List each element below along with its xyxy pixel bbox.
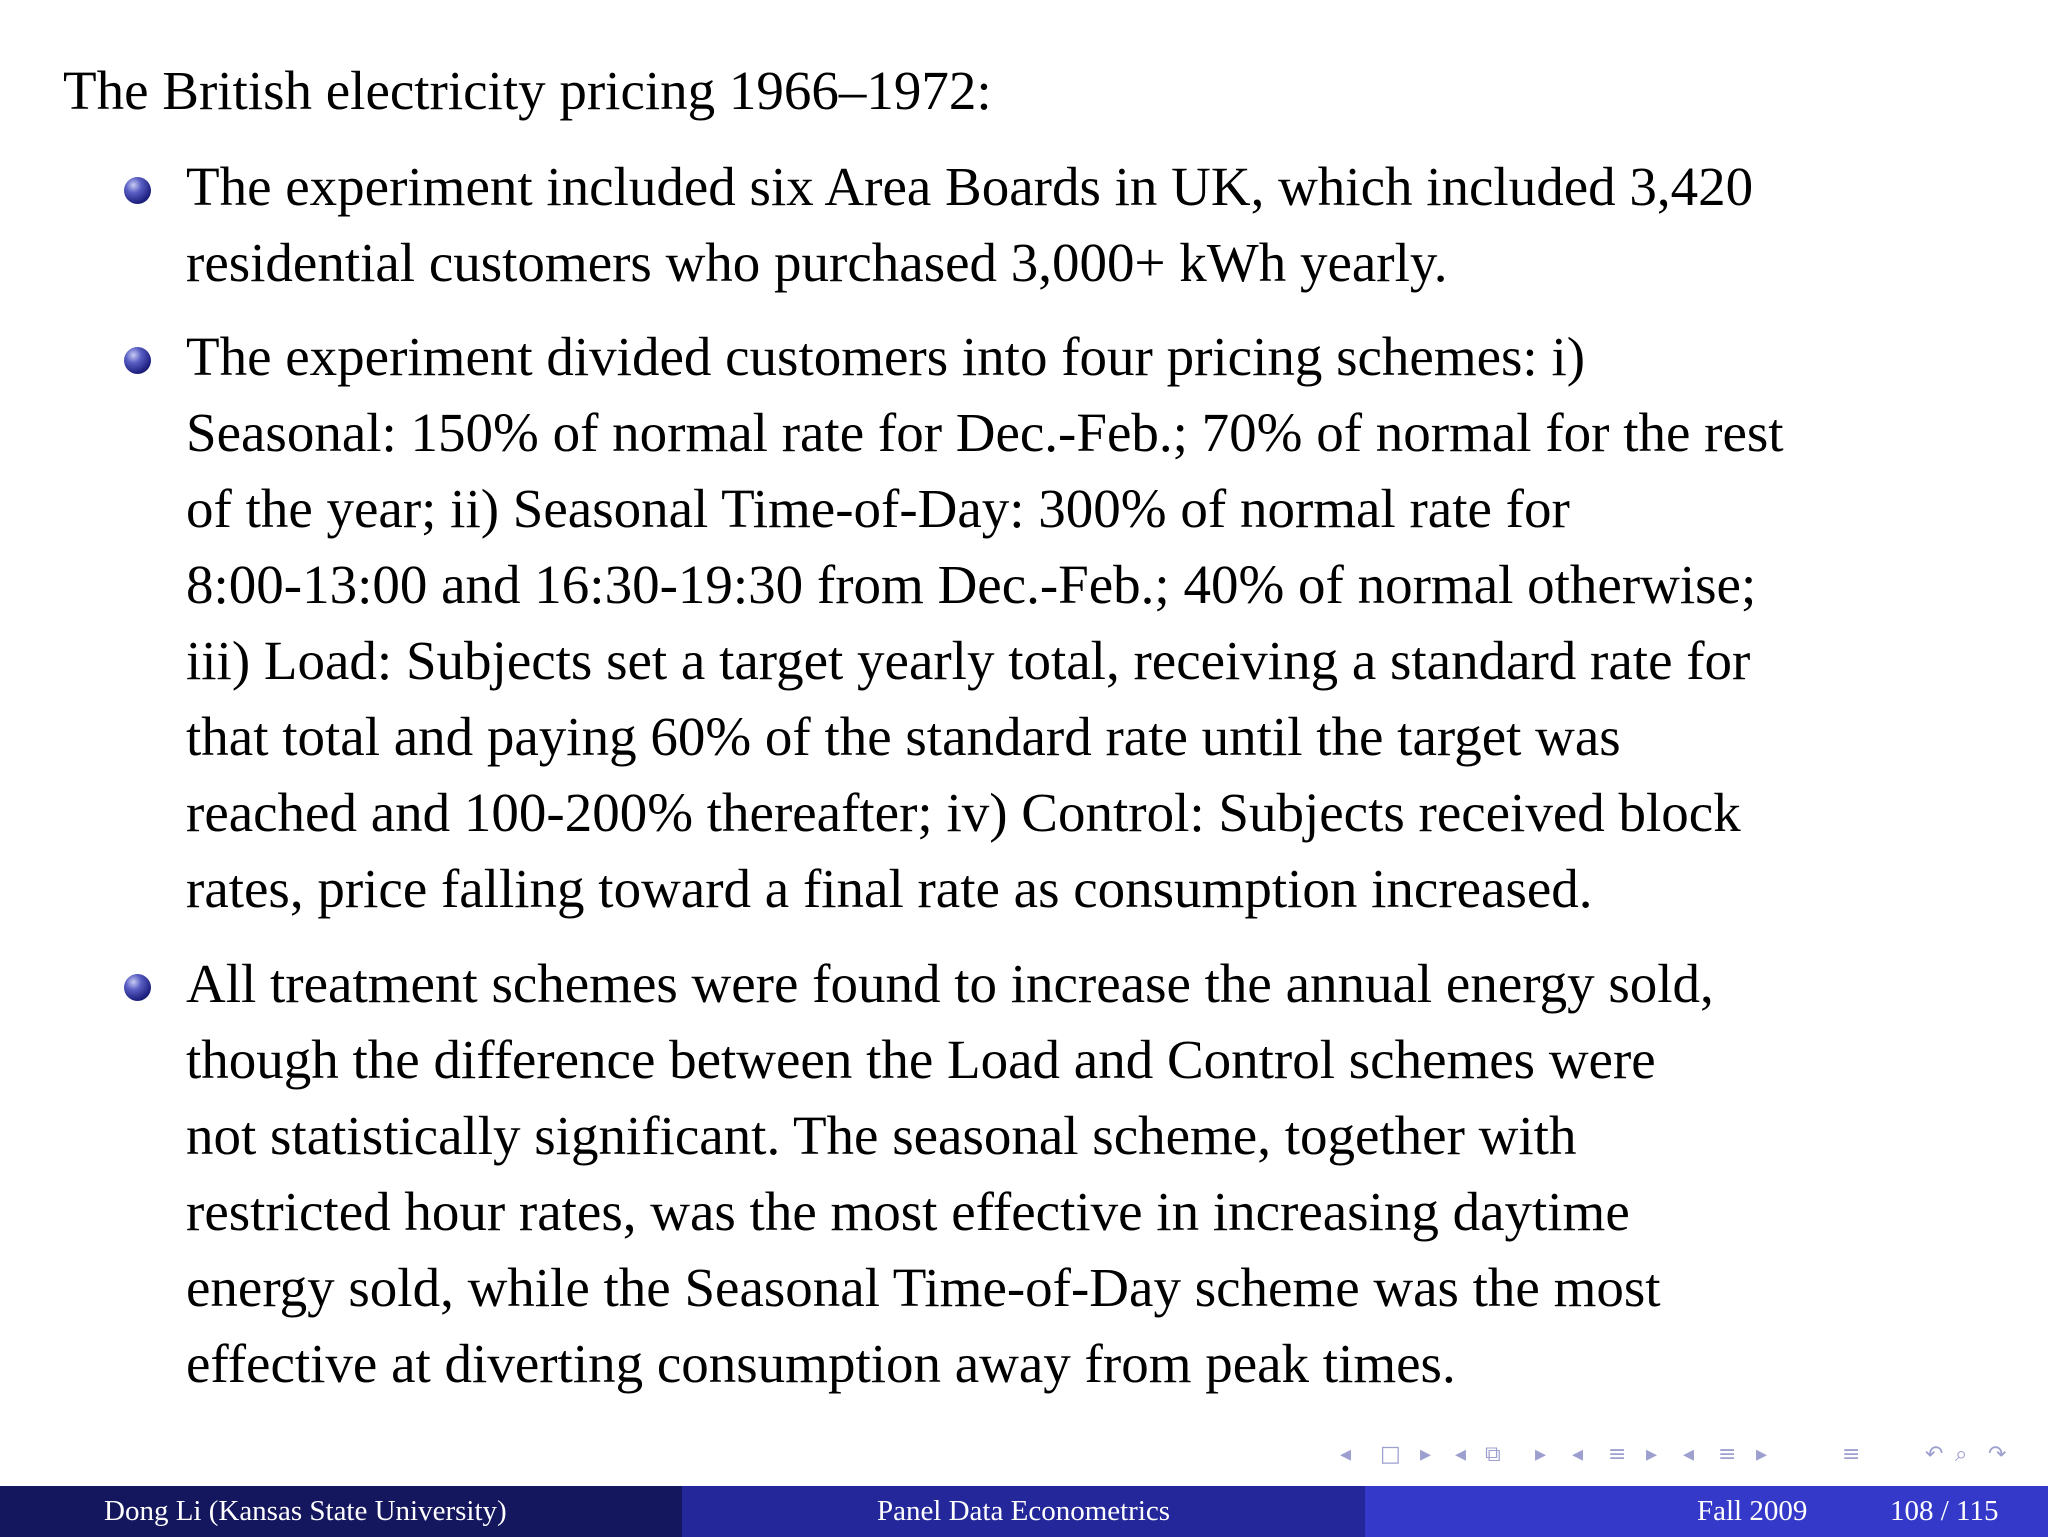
nav-next-section-icon[interactable]: ▸ — [1646, 1442, 1658, 1467]
nav-prev-section-2-icon[interactable]: ◂ — [1683, 1442, 1695, 1467]
footer-title-block — [682, 1486, 1365, 1537]
bullet-line: that total and paying 60% of the standard rate until the target was — [186, 706, 1621, 767]
nav-prev-section-icon[interactable]: ◂ — [1572, 1442, 1584, 1467]
nav-redo-icon[interactable]: ↷ — [1988, 1442, 2007, 1467]
nav-frame-icon[interactable]: □ — [1380, 1442, 1401, 1467]
footer-author: Dong Li (Kansas State University) — [104, 1495, 507, 1527]
nav-prev-subsection-icon[interactable]: ◂ — [1455, 1442, 1467, 1467]
nav-section-icon[interactable]: ≡ — [1608, 1442, 1627, 1467]
nav-undo-icon[interactable]: ↶ — [1925, 1442, 1944, 1467]
bullet-line: residential customers who purchased 3,000+ kWh yearly. — [186, 232, 1448, 293]
bullet-text-3 — [186, 946, 1714, 1402]
bullet-line: of the year; ii) Seasonal Time-of-Day: 300% of normal rate for — [186, 478, 1570, 539]
bullet-line: iii) Load: Subjects set a target yearly total, receiving a standard rate for — [186, 630, 1751, 691]
bullet-line: not statistically significant. The seasonal scheme, together with — [186, 1105, 1577, 1166]
footer-info-block — [1365, 1486, 2048, 1537]
nav-prev-frame-icon[interactable]: ◂ — [1340, 1442, 1352, 1467]
bullet-line: All treatment schemes were found to increase the annual energy sold, — [186, 953, 1714, 1014]
slide-intro: The British electricity pricing 1966–1972: — [63, 60, 992, 121]
footer-date: Fall 2009 — [1697, 1495, 1808, 1527]
nav-next-section-2-icon[interactable]: ▸ — [1756, 1442, 1768, 1467]
bullet-line: reached and 100-200% thereafter; iv) Control: Subjects received block — [186, 782, 1741, 843]
bullet-line: The experiment divided customers into four pricing schemes: i) — [186, 326, 1586, 387]
footer-page-number: 108 / 115 — [1890, 1495, 1999, 1527]
beamer-navigation-bar — [1340, 1438, 2030, 1472]
nav-sectionlist-icon[interactable]: ≡ — [1718, 1442, 1737, 1467]
bullet-line: The experiment included six Area Boards in UK, which included 3,420 — [186, 156, 1754, 217]
bullet-line: effective at diverting consumption away from peak times. — [186, 1333, 1456, 1394]
bullet-line: Seasonal: 150% of normal rate for Dec.-Feb.; 70% of normal for the rest — [186, 402, 1784, 463]
bullet-ball-icon — [124, 974, 151, 1001]
bullet-line: though the difference between the Load and Control schemes were — [186, 1029, 1656, 1090]
bullet-line: energy sold, while the Seasonal Time-of-Day scheme was the most — [186, 1257, 1661, 1318]
slide-footer — [0, 1486, 2048, 1537]
footer-author-block — [0, 1486, 682, 1537]
bullet-line: rates, price falling toward a final rate as consumption increased. — [186, 858, 1593, 919]
nav-subsection-icon[interactable]: ⧉ — [1485, 1442, 1501, 1467]
bullet-text-1 — [186, 149, 1753, 301]
nav-next-frame-icon[interactable]: ▸ — [1420, 1442, 1432, 1467]
footer-title: Panel Data Econometrics — [876, 1495, 1171, 1527]
bullet-ball-icon — [124, 347, 151, 374]
nav-align-icon[interactable]: ≡ — [1842, 1442, 1861, 1467]
nav-next-subsection-icon[interactable]: ▸ — [1535, 1442, 1547, 1467]
bullet-line: restricted hour rates, was the most effective in increasing daytime — [186, 1181, 1630, 1242]
bullet-line: 8:00-13:00 and 16:30-19:30 from Dec.-Feb.; 40% of normal otherwise; — [186, 554, 1757, 615]
bullet-text-2 — [186, 319, 1784, 927]
nav-search-icon[interactable]: ⌕ — [1955, 1442, 1968, 1467]
bullet-ball-icon — [124, 177, 151, 204]
